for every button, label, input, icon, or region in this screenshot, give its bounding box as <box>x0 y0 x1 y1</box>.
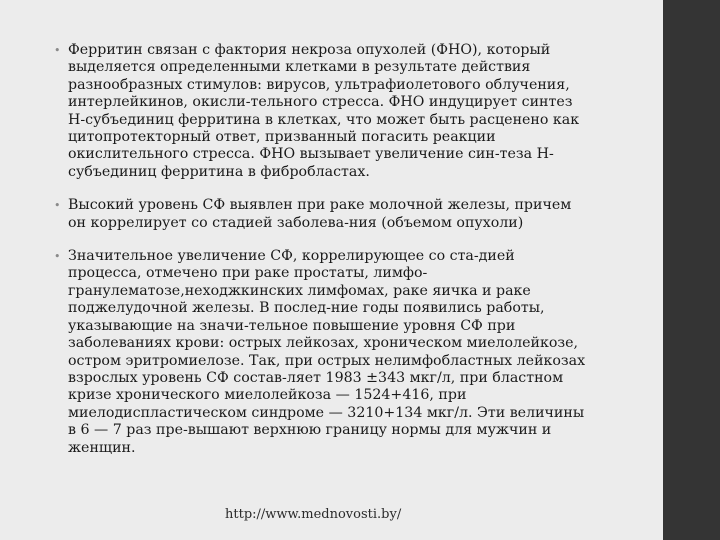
right-decorative-bar <box>663 0 720 540</box>
source-url: http://www.mednovosti.by/ <box>225 507 402 522</box>
bullet-icon: • <box>54 250 61 264</box>
bullet-item-ferritin-tnf <box>52 42 592 181</box>
bullet-item-breast-cancer <box>52 197 592 232</box>
bullet-text: Высокий уровень СФ выявлен при раке молочной железы, причем он коррелирует со стадией заболева-ния (объемом опухоли) <box>68 197 572 231</box>
bullet-list <box>52 42 592 473</box>
bullet-icon: • <box>54 44 61 57</box>
bullet-icon: • <box>54 199 61 213</box>
bullet-text: Значительное увеличение СФ, коррелирующее со ста-дией процесса, отмечено при раке простаты, лимфо-гранулематозе,неходжкинских лимфомах, раке яичка и раке поджелудочной железы. В послед-ние годы появились работы, указывающие на значи-тельное повышение уровня СФ при заболеваниях крови: острых лейкозах, хроническом миелолейкозе, остром эритромиелозе. Так, при острых нелимфобластных лейкозах взрослых уровень СФ состав-ляет 1983 ±343 мкг/л, при бластном кризе хронического миелолейкоза — 1524+416, при миелодиспластическом синдроме — 3210+134 мкг/л. Эти величины в 6 — 7 раз пре-вышают верхнюю границу нормы для мужчин и женщин. <box>68 248 586 456</box>
bullet-item-leukemia <box>52 248 592 457</box>
bullet-text: Ферритин связан с фактория некроза опухолей (ФНО), который выделяется определенными клетками в результате действия разнообразных стимулов: вирусов, ультрафиолетового облучения, интерлейкинов, окисли-тельного стресса. ФНО индуцирует синтез Н-субъединиц ферритина в клетках, что может быть расценено как цитопротекторный ответ, призванный погасить реакции окислительного стресса. ФНО вызывает увеличение син-теза Н-субъединиц ферритина в фибробластах. <box>68 42 580 180</box>
